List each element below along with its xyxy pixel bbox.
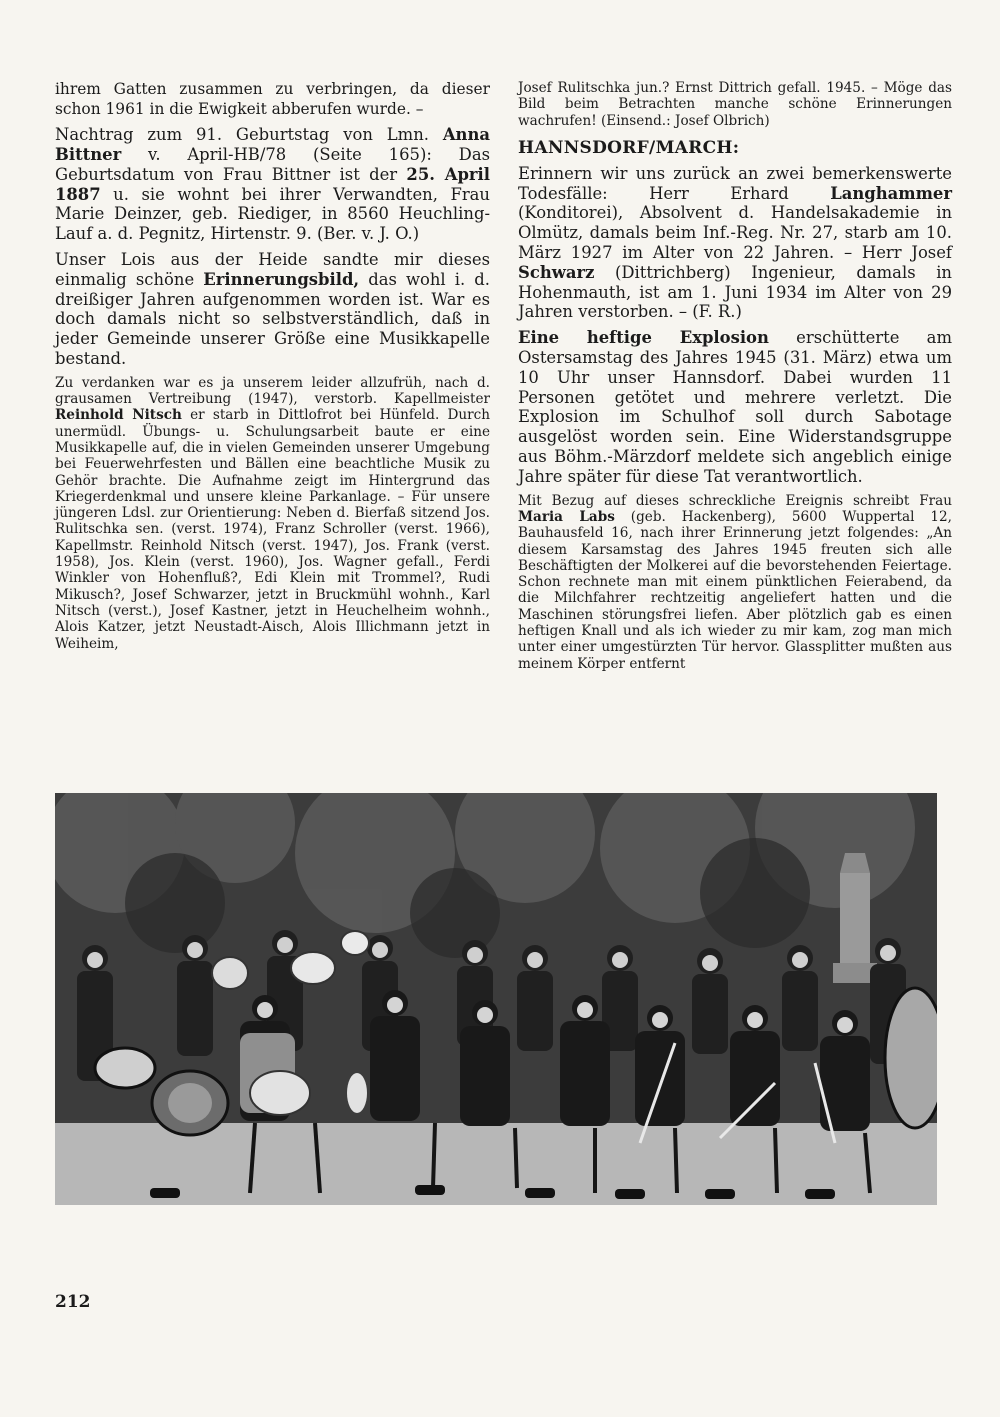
left-paragraph-4: Zu verdanken war es ja unserem leider allzufrüh, nach d. grausamen Vertreibung (1947), verstorb. Kapellmeister Reinhold Nitsch er starb in Dittlofrot bei Hünfeld. Durch unermüdl. Übungs- u. Schulungsarbeit baute er eine Musikkapelle auf, die in vielen Gemeinden unserer Umgebung bei Feuerwehrfesten und Bällen eine beachtliche Musik zu Gehör brachte. Die Aufnahme zeigt im Hintergrund das Kriegerdenkmal und unsere kleine Parkanlage. – Für unsere jüngeren Ldsl. zur Orientierung: Neben d. Bierfaß sitzend Jos. Rulitschka sen. (verst. 1974), Franz Schroller (verst. 1966), Kapellmstr. Reinhold Nitsch (verst. 1947), Jos. Frank (verst. 1958), Jos. Klein (verst. 1960), Jos. Wagner gefall., Ferdi Winkler von Hohenfluß?, Edi Klein mit Trommel?, Rudi Mikusch?, Josef Schwarzer, jetzt in Bruckmühl wohnh., Karl Nitsch (verst.), Josef Kastner, jetzt in Heuchelheim wohnh., Alois Katzer, jetzt Neustadt-Aisch, Alois Illichmann jetzt in Weiheim, (55, 374, 490, 652)
band-group-photo (55, 793, 937, 1205)
right-paragraph-3: Eine heftige Explosion erschütterte am Ostersamstag des Jahres 1945 (31. März) etwa um 10 Uhr unser Hannsdorf. Dabei wurden 11 Personen getötet und mehrere verletzt. Die Explosion im Schulhof soll durch Sabotage ausgelöst worden sein. Eine Widerstandsgruppe aus Böhm.-Märzdorf meldete sich angeblich einige Jahre später für diese Tat verantwortlich. (518, 328, 952, 486)
right-paragraph-2: Erinnern wir uns zurück an zwei bemerkenswerte Todesfälle: Herr Erhard Langhammer (Konditorei), Absolvent d. Handelsakademie in Olmütz, damals beim Inf.-Reg. Nr. 27, starb am 10. März 1927 im Alter von 22 Jahren. – Herr Josef Schwarz (Dittrichberg) Ingenieur, damals in Hohenmauth, ist am 1. Juni 1934 im Alter von 29 Jahren verstorben. – (F. R.) (518, 163, 952, 322)
left-paragraph-2: Nachtrag zum 91. Geburtstag von Lmn. Anna Bittner v. April-HB/78 (Seite 165): Das Geburtsdatum von Frau Bittner ist der 25. April 1887 u. sie wohnt bei ihrer Verwandten, Frau Marie Deinzer, geb. Riediger, in 8560 Heuchling-Lauf a. d. Pegnitz, Hirtenstr. 9. (Ber. v. J. O.) (55, 125, 490, 244)
right-paragraph-4: Mit Bezug auf dieses schreckliche Ereignis schreibt Frau Maria Labs (geb. Hackenberg), 5600 Wuppertal 12, Bauhausfeld 16, nach ihrer Erinnerung jetzt folgendes: „An diesem Karsamstag des Jahres 1945 freuten sich alle Beschäftigten der Molkerei auf die bevorstehenden Feiertage. Schon rechnete man mit einem pünktlichen Feierabend, da die Milchfahrer rechtzeitig angeliefert hatten und die Maschinen störungsfrei liefen. Aber plötzlich gab es einen heftigen Knall und als ich wieder zu mir kam, zog man mich unter einer umgestürzten Tür hervor. Glassplitter mußten aus meinem Körper entfernt (518, 492, 952, 672)
section-heading-hannsdorf: HANNSDORF/MARCH: (518, 137, 740, 158)
right-paragraph-1: Josef Rulitschka jun.? Ernst Dittrich gefall. 1945. – Möge das Bild beim Betrachten manche schöne Erinnerungen wachrufen! (Einsend.: Josef Olbrich) (518, 80, 952, 129)
page-number: 212 (55, 1292, 91, 1312)
right-column (518, 80, 952, 678)
left-paragraph-1: ihrem Gatten zusammen zu verbringen, da dieser schon 1961 in die Ewigkeit abberufen wurde. – (55, 80, 490, 118)
left-paragraph-3: Unser Lois aus der Heide sandte mir dieses einmalig schöne Erinnerungsbild, das wohl i. d. dreißiger Jahren aufgenommen worden ist. War es doch damals nicht so selbstverständlich, daß in jeder Gemeinde unserer Größe eine Musikkapelle bestand. (55, 249, 490, 368)
band-photo-illustration (55, 793, 937, 1205)
left-column (55, 80, 490, 658)
